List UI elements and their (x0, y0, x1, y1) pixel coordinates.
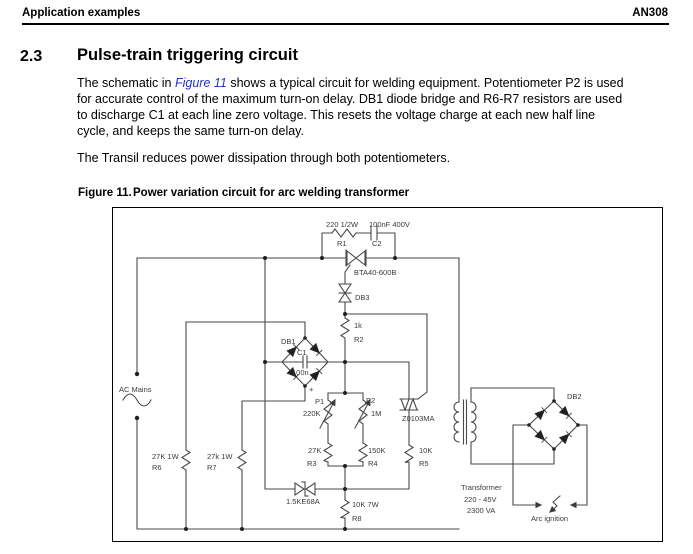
resistor-r5 (405, 445, 413, 463)
running-header-title: Application examples (22, 7, 141, 19)
label-p2: P2 (366, 396, 376, 405)
label-c2: C2 (372, 239, 382, 248)
resistor-r3 (324, 443, 332, 462)
label-z0103ma: Z0103MA (402, 414, 435, 423)
label-plus: + (309, 385, 314, 394)
diac-db3 (339, 284, 351, 302)
label-p1: P1 (315, 397, 325, 406)
figure-caption-label: Figure 11. (78, 187, 132, 199)
transformer (454, 400, 476, 444)
header-rule (22, 23, 669, 25)
label-transformer-2: 220 - 45V (464, 495, 497, 504)
label-r6: R6 (152, 463, 162, 472)
section-number: 2.3 (20, 48, 43, 65)
label-r4-value: 150K (368, 446, 386, 455)
resistor-r2 (341, 318, 349, 338)
triac-z0103ma (400, 399, 418, 410)
label-r2: R2 (354, 335, 364, 344)
paragraph-text: The schematic in (77, 76, 175, 90)
label-r1-value: 220 1/2W (326, 220, 359, 229)
resistor-r4 (359, 443, 367, 462)
label-ac-mains: AC Mains (119, 385, 152, 394)
spark-gap-icon (550, 496, 560, 512)
resistor-r1 (332, 229, 356, 237)
figure-11-link[interactable]: Figure 11 (174, 76, 227, 90)
resistor-r6 (182, 450, 190, 470)
label-db2: DB2 (567, 392, 582, 401)
label-p1-value: 220K (303, 409, 321, 418)
label-db1: DB1 (281, 337, 296, 346)
resistor-r7 (238, 450, 246, 470)
label-r5: R5 (419, 459, 429, 468)
label-r6-value: 27K 1W (152, 452, 179, 461)
label-transil: 1.5KE68A (286, 497, 320, 506)
running-header-docnum: AN308 (632, 7, 668, 19)
body-paragraph-1 (77, 75, 625, 139)
body-paragraph-2: The Transil reduces power dissipation through both potentiometers. (77, 151, 451, 165)
paragraph-text: shows a typical circuit for welding equipment. Potentiometer P2 is used for accurate control of the maximum turn-on delay. DB1 diode bridge and R6-R7 resistors are used to discharge C1 at each line zero voltage. This resets the voltage charge at each new half line cycle, and keeps the same turn-on delay. (77, 76, 624, 138)
triac-bta40 (346, 250, 366, 266)
label-transformer-1: Transformer (461, 483, 502, 492)
label-db3: DB3 (355, 293, 370, 302)
label-r2-value: 1k (354, 321, 362, 330)
label-r8-value: 10K 7W (352, 500, 379, 509)
figure-caption-text: Power variation circuit for arc welding transformer (133, 187, 410, 199)
ac-source (123, 394, 151, 406)
label-r3: R3 (307, 459, 317, 468)
label-c1: C1 (297, 348, 307, 357)
label-c1-value: 100n (292, 368, 309, 377)
label-transformer-3: 2300 VA (467, 506, 496, 515)
capacitor-c1 (282, 356, 328, 368)
label-triac-main: BTA40-600B (354, 268, 397, 277)
label-r7: R7 (207, 463, 217, 472)
section-title: Pulse-train triggering circuit (77, 46, 298, 64)
label-r3-value: 27K (308, 446, 322, 455)
label-r1: R1 (337, 239, 347, 248)
wiring (137, 233, 587, 529)
label-r5-value: 10K (419, 446, 433, 455)
label-r8: R8 (352, 514, 362, 523)
label-p2-value: 1M (371, 409, 382, 418)
diode-bridge-db2 (529, 401, 578, 449)
schematic-canvas (112, 207, 663, 542)
resistor-r8 (341, 500, 349, 518)
label-arc-ignition: Arc ignition (531, 514, 569, 523)
label-c2-value: 100nF 400V (369, 220, 410, 229)
transil-1p5ke68a (295, 482, 315, 496)
label-r4: R4 (368, 459, 378, 468)
label-r7-value: 27k 1W (207, 452, 233, 461)
